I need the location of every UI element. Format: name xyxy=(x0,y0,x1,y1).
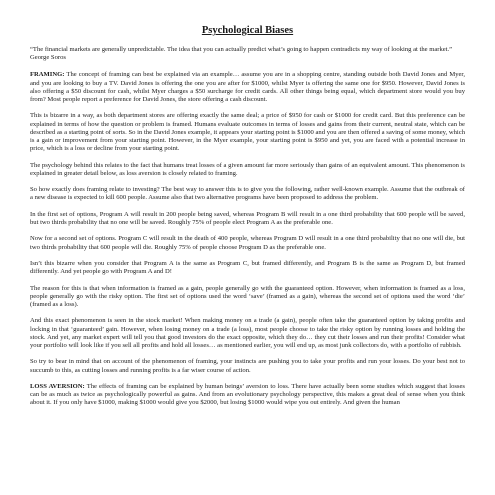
paragraph-text: The concept of framing can best be explained via an example… assume you are in a shopping centre, standing outside both David Jones and Myer, and you are looking to buy a TV. David Jones is offering the one you are after for $1000, whilst Myer is offering the same one for $950. However, David Jones is also offering a $50 discount for cash, whilst Myer charges a $50 surcharge for credit cards. All other things being equal, which department store would you buy from? Most people report a preference for David Jones, the store offering a cash discount. xyxy=(30,71,465,104)
body-paragraph xyxy=(30,162,465,178)
paragraph-text: Now for a second set of options. Program C will result in the death of 400 people, whereas Program D will result in a one third probability that no one will die, but two thirds probability that 600 people will die. Roughly 75% of people choose Program D as the preferable one. xyxy=(30,235,465,251)
paragraph-text: Isn’t this bizarre when you consider that Program A is the same as Program C, but framed differently, and Program B is the same as Program D, but framed differently. And yet people go with Program A and D! xyxy=(30,259,465,276)
body-paragraph xyxy=(30,383,465,408)
body-paragraph xyxy=(30,260,465,276)
body-paragraph xyxy=(30,358,465,374)
paragraph-text: So how exactly does framing relate to investing? The best way to answer this is to give you the following, rather well-known example. Assume that the outbreak of a new disease is expected to kill 600 people. Assume also that two alternative programs have been proposed to address the problem. xyxy=(30,186,465,202)
body-paragraph xyxy=(30,71,465,104)
paragraph-text: So try to bear in mind that on account of the phenomenon of framing, your instincts are pushing you to take your profits and run your losses. Do your best not to succumb to this, as cutting losses and running profits is a far wiser course of action. xyxy=(30,358,465,374)
body-paragraph xyxy=(30,186,465,202)
epigraph-quote: “The financial markets are generally unpredictable. The idea that you can actually predict what’s going to happen contradicts my way of looking at the market.” George Soros xyxy=(30,46,453,62)
body-paragraph xyxy=(30,285,465,310)
section-lead-heading: FRAMING: xyxy=(30,71,65,79)
paragraph-text: The reason for this is that when information is framed as a gain, people generally go with the guaranteed option. However, when information is framed as a loss, people generally go with the risky option. The first set of options used the word ‘save’ (framed as a gain), whereas the second set of options used the word ‘die’ (framed as a loss). xyxy=(30,284,465,308)
paragraph-text: The psychology behind this relates to the fact that humans treat losses of a given amount far more seriously than gains of an equivalent amount. This phenomenon is explained in greater detail below, as loss aversion is closely related to framing. xyxy=(30,161,465,177)
body-paragraph xyxy=(30,235,465,251)
document-title: Psychological Biases xyxy=(201,25,294,36)
document-body xyxy=(30,71,465,407)
body-paragraph xyxy=(30,112,465,153)
paragraph-text: And this exact phenomenon is seen in the stock market! When making money on a trade (a gain), people often take the guaranteed option by taking profits and locking in that ‘guaranteed’ gain. However, when losing money on a trade (a loss), most people choose to take the risky option by running losses and holding the stock. And yet, any market expert will tell you that good investors do the exact opposite, which they do… they cut their losses and run their profits! Consider what your portfolio will look like if you sell all profits and hold all losses… as mentioned earlier, you will end up, as most junk collectors do, with a portfolio of rubbish. xyxy=(30,317,465,349)
body-paragraph xyxy=(30,211,465,227)
body-paragraph xyxy=(30,317,465,350)
paragraph-text: The effects of framing can be explained by human beings’ aversion to loss. There have actually been some studies which suggest that losses can be as much as twice as psychologically powerful as gains. And from an evolutionary psychology perspective, this makes a great deal of sense when you think about it. If you only have $1000, making $1000 would give you $2000, but losing $1000 would wipe you out entirely. And given the human xyxy=(30,382,465,407)
section-lead-heading: LOSS AVERSION: xyxy=(30,382,85,390)
paragraph-text: In the first set of options, Program A will result in 200 people being saved, whereas Program B will result in a one third probability that 600 people will be saved, but two thirds probability that no one will be saved. Roughly 75% of people elect Program A as the preferable one. xyxy=(30,210,465,226)
paragraph-text: This is bizarre in a way, as both department stores are offering exactly the same deal; a price of $950 for cash or $1000 for credit card. But this preference can be explained in terms of how the question or problem is framed. Humans evaluate outcomes in terms of losses and gains from their current, neutral state, which can be described as a starting point of sorts. So in the David Jones example, it appears your starting point is $1000 and you are then offered a saving of some money, which is a gain or improvement from your starting point. However, in the Myer example, your starting point is $950 and yet, you are faced with a potential increase in price, which is a loss or decline from your starting point. xyxy=(30,112,465,153)
